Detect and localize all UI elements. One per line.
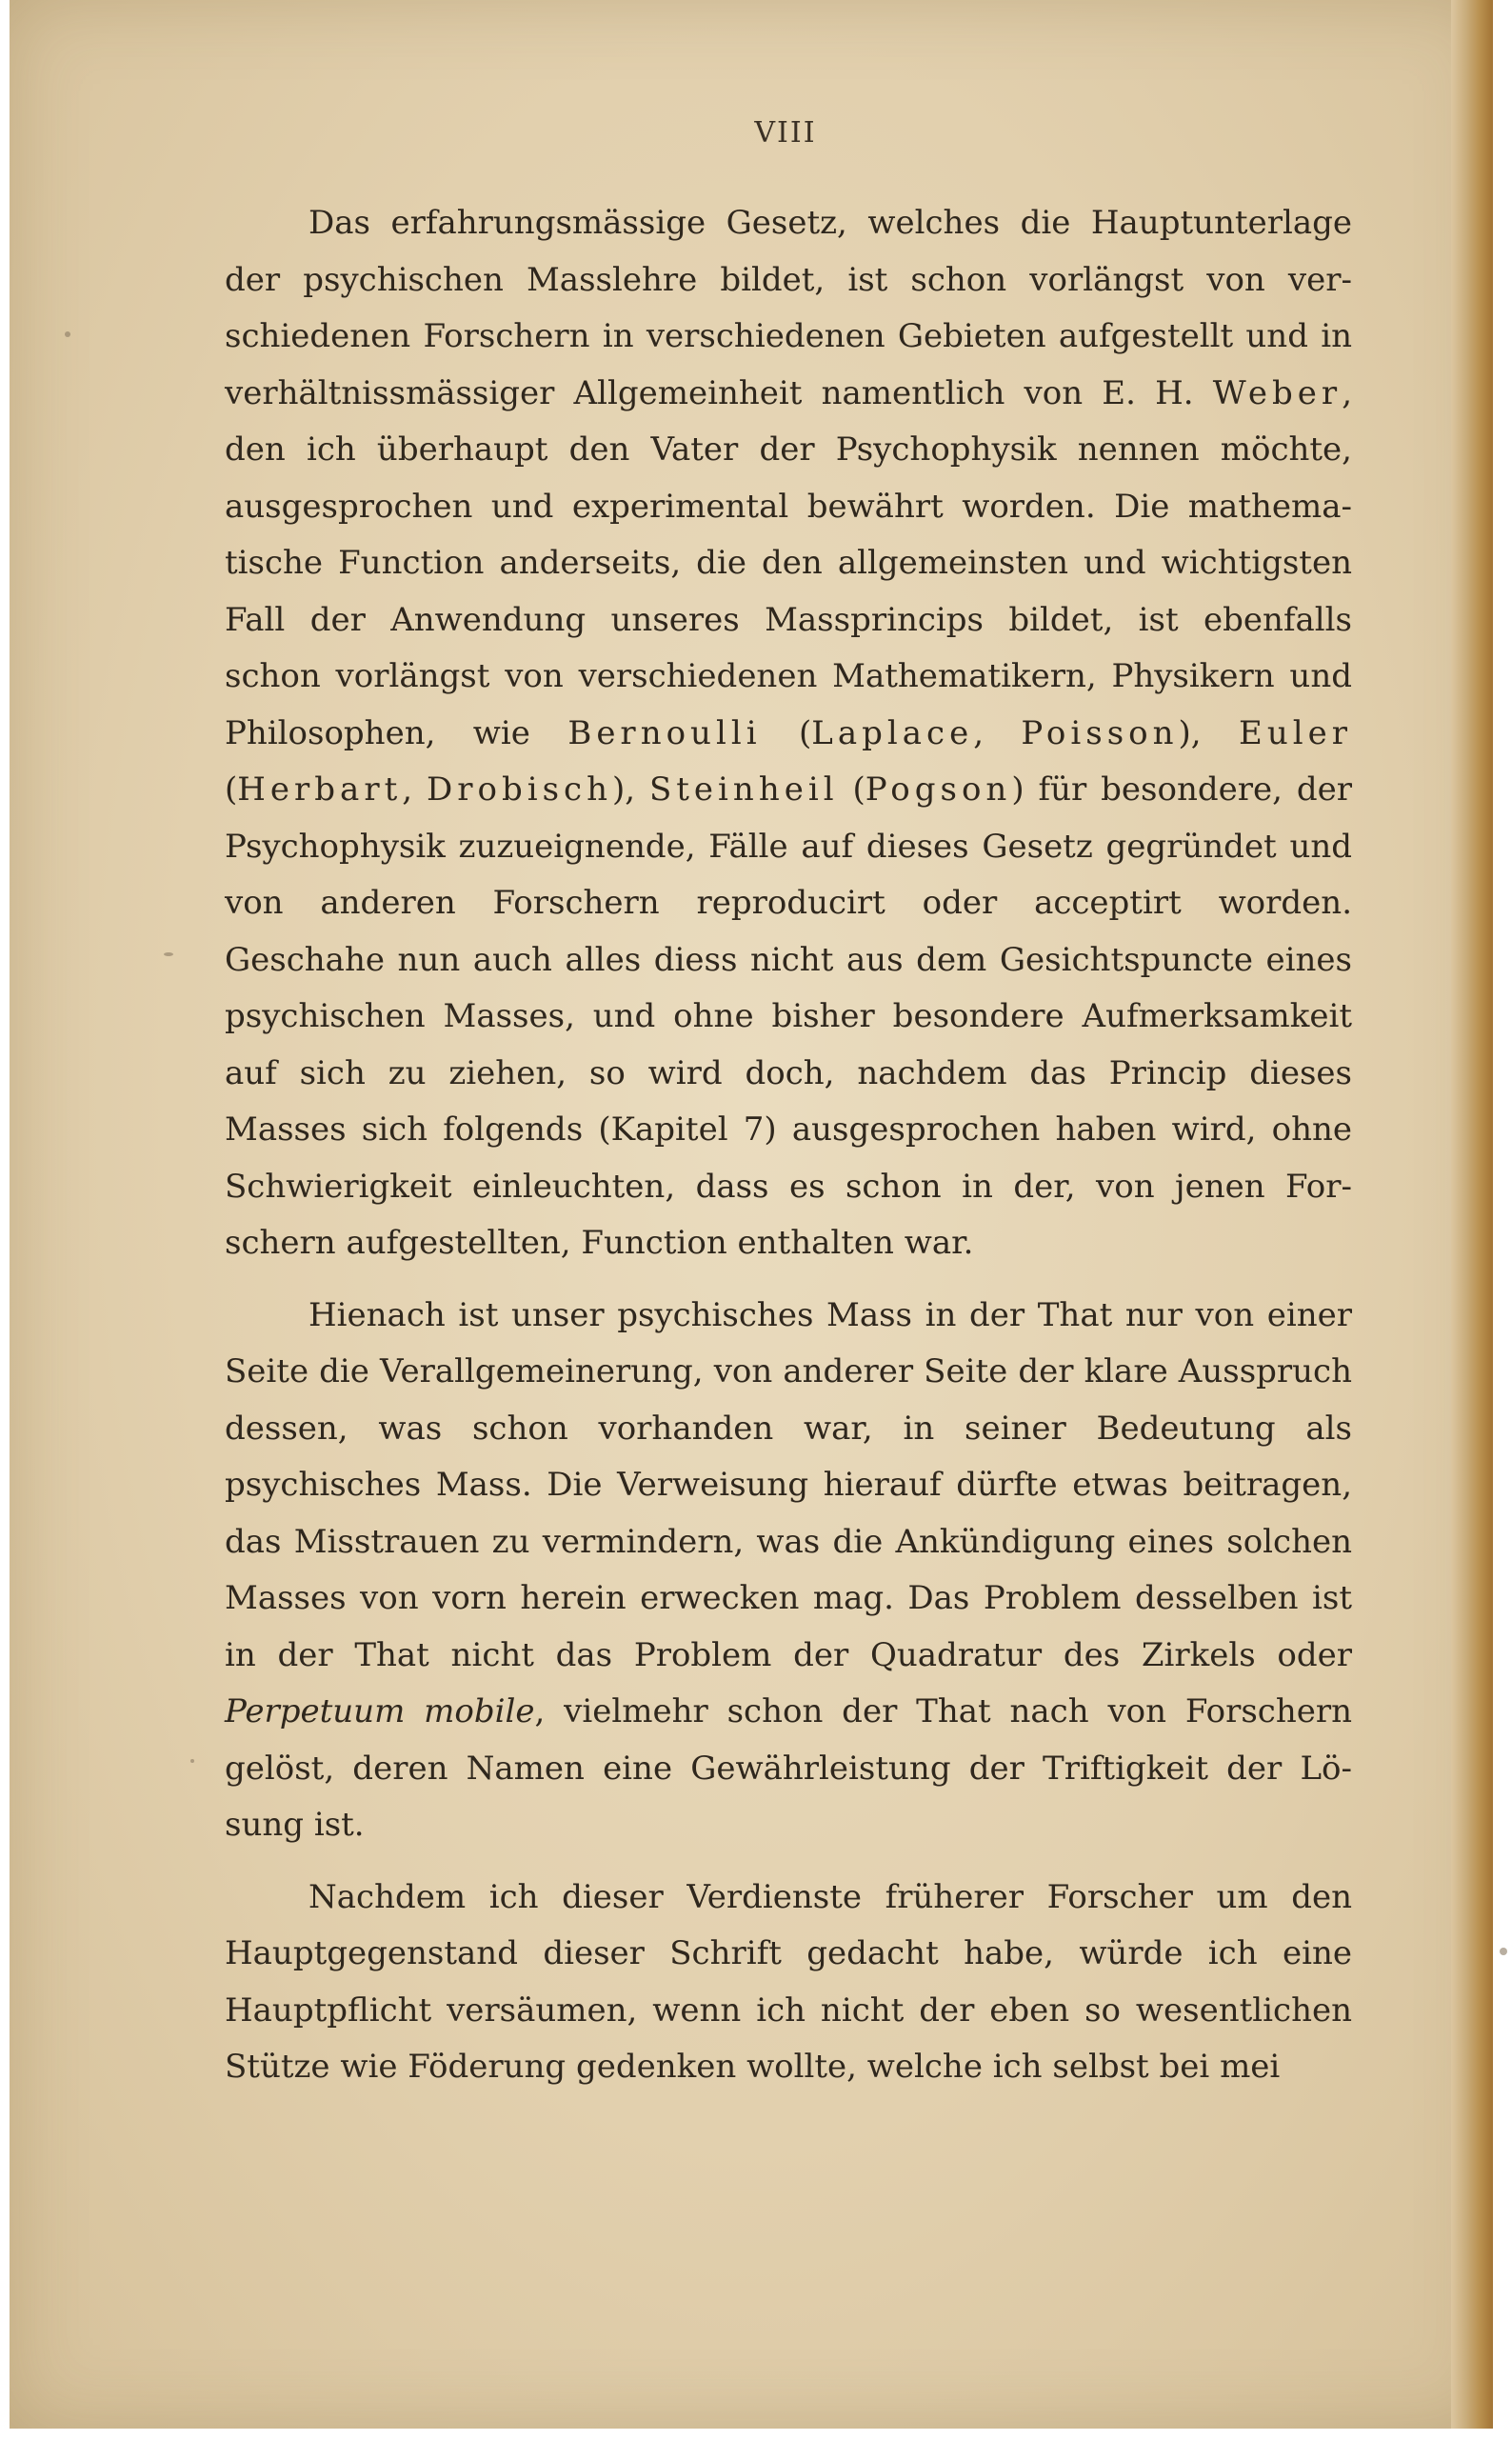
spaced-name: Weber <box>1212 373 1343 412</box>
paragraph-weber-law <box>225 195 1352 1272</box>
text-run: ( <box>225 770 238 809</box>
text-run: Hienach ist unser psychisches Mass in der That nur von einer Seite die Verallgemeinerung, von anderer Seite der klare Ausspruch dessen, was schon vorhanden war, in seiner Bedeutung als psychisches Mass. Die Verweisung hierauf dürfte etwas beitragen, das Misstrauen zu vermindern, was die Ankündigung eines solchen Masses von vorn herein erwecken mag. Das Problem desselben ist in der That nicht das Problem der Quadratur des Zirkels oder <box>225 1295 1352 1674</box>
body-text <box>225 195 1352 2096</box>
spaced-name: Euler <box>1239 713 1352 752</box>
paper-speck <box>65 331 70 337</box>
text-run: , vielmehr schon der That nach von Forschern gelöst, deren Namen eine Gewährleistung der Triftigkeit der Lösung ist. <box>225 1692 1352 1844</box>
text-run: Nachdem ich dieser Verdienste früherer Forscher um den Hauptgegenstand dieser Schrift gedacht habe, würde ich eine Hauptpflicht versäumen, wenn ich nicht der eben so wesentlichen Stütze wie Föderung gedenken wollte, welche ich selbst bei mei <box>225 1877 1352 2086</box>
text-run: ( <box>761 713 812 752</box>
spaced-name: Steinheil <box>648 770 839 809</box>
text-run: ) für besondere, der Psychophysik zuzueignende, Fälle auf dieses Gesetz gegründet und von anderen Forschern reproducirt oder acceptirt worden. Geschahe nun auch alles diess nicht aus dem Gesichtspuncte eines psychischen Masses, und ohne bisher besondere Aufmerksamkeit auf sich zu ziehen, so wird doch, nachdem das Princip dieses Masses sich folgends (Kapitel 7) ausgesprochen haben wird, ohne Schwierigkeit einleuchten, dass es schon in der, von jenen Forschern aufgestellten, Function enthalten war. <box>225 770 1352 1262</box>
page-number: VIII <box>754 116 817 150</box>
paragraph-acknowledgement <box>225 1870 1352 2096</box>
spaced-name: Pogson <box>865 770 1012 809</box>
paper-speck <box>1500 1948 1507 1955</box>
spaced-name: Laplace <box>811 713 974 752</box>
spaced-name: Drobisch <box>426 770 612 809</box>
spaced-name: Poisson <box>1021 713 1179 752</box>
text-run: Das erfahrungsmässige Gesetz, welches die Hauptunterlage der psychischen Masslehre bildet, ist schon vorlängst von verschiedenen Forschern in verschiedenen Gebieten aufgestellt und in verhältnissmässiger Allgemeinheit namentlich von E. H. <box>225 204 1352 412</box>
paper-speck <box>190 1759 194 1763</box>
page-edge-shadow <box>1451 0 1493 2429</box>
text-run: ), <box>1178 713 1240 752</box>
spaced-name: Herbart <box>237 770 403 809</box>
book-page <box>10 0 1493 2429</box>
text-run: , <box>402 770 427 809</box>
text-run: ( <box>838 770 865 809</box>
paragraph-psychic-measure <box>225 1288 1352 1854</box>
text-run: , den ich überhaupt den Vater der Psychophysik nennen möchte, ausgesprochen und experimental bewährt worden. Die mathematische Function anderseits, die den allgemeinsten und wichtigsten Fall der Anwendung unseres Massprincips bildet, ist ebenfalls schon vorlängst von verschiedenen Mathematikern, Physikern und Philosophen, wie <box>225 373 1352 752</box>
text-run: , <box>973 713 1022 752</box>
text-run: ), <box>611 770 649 809</box>
spaced-name: Bernoulli <box>567 713 762 752</box>
italic-phrase: Perpetuum mobile <box>225 1692 535 1730</box>
paper-speck <box>164 952 173 956</box>
